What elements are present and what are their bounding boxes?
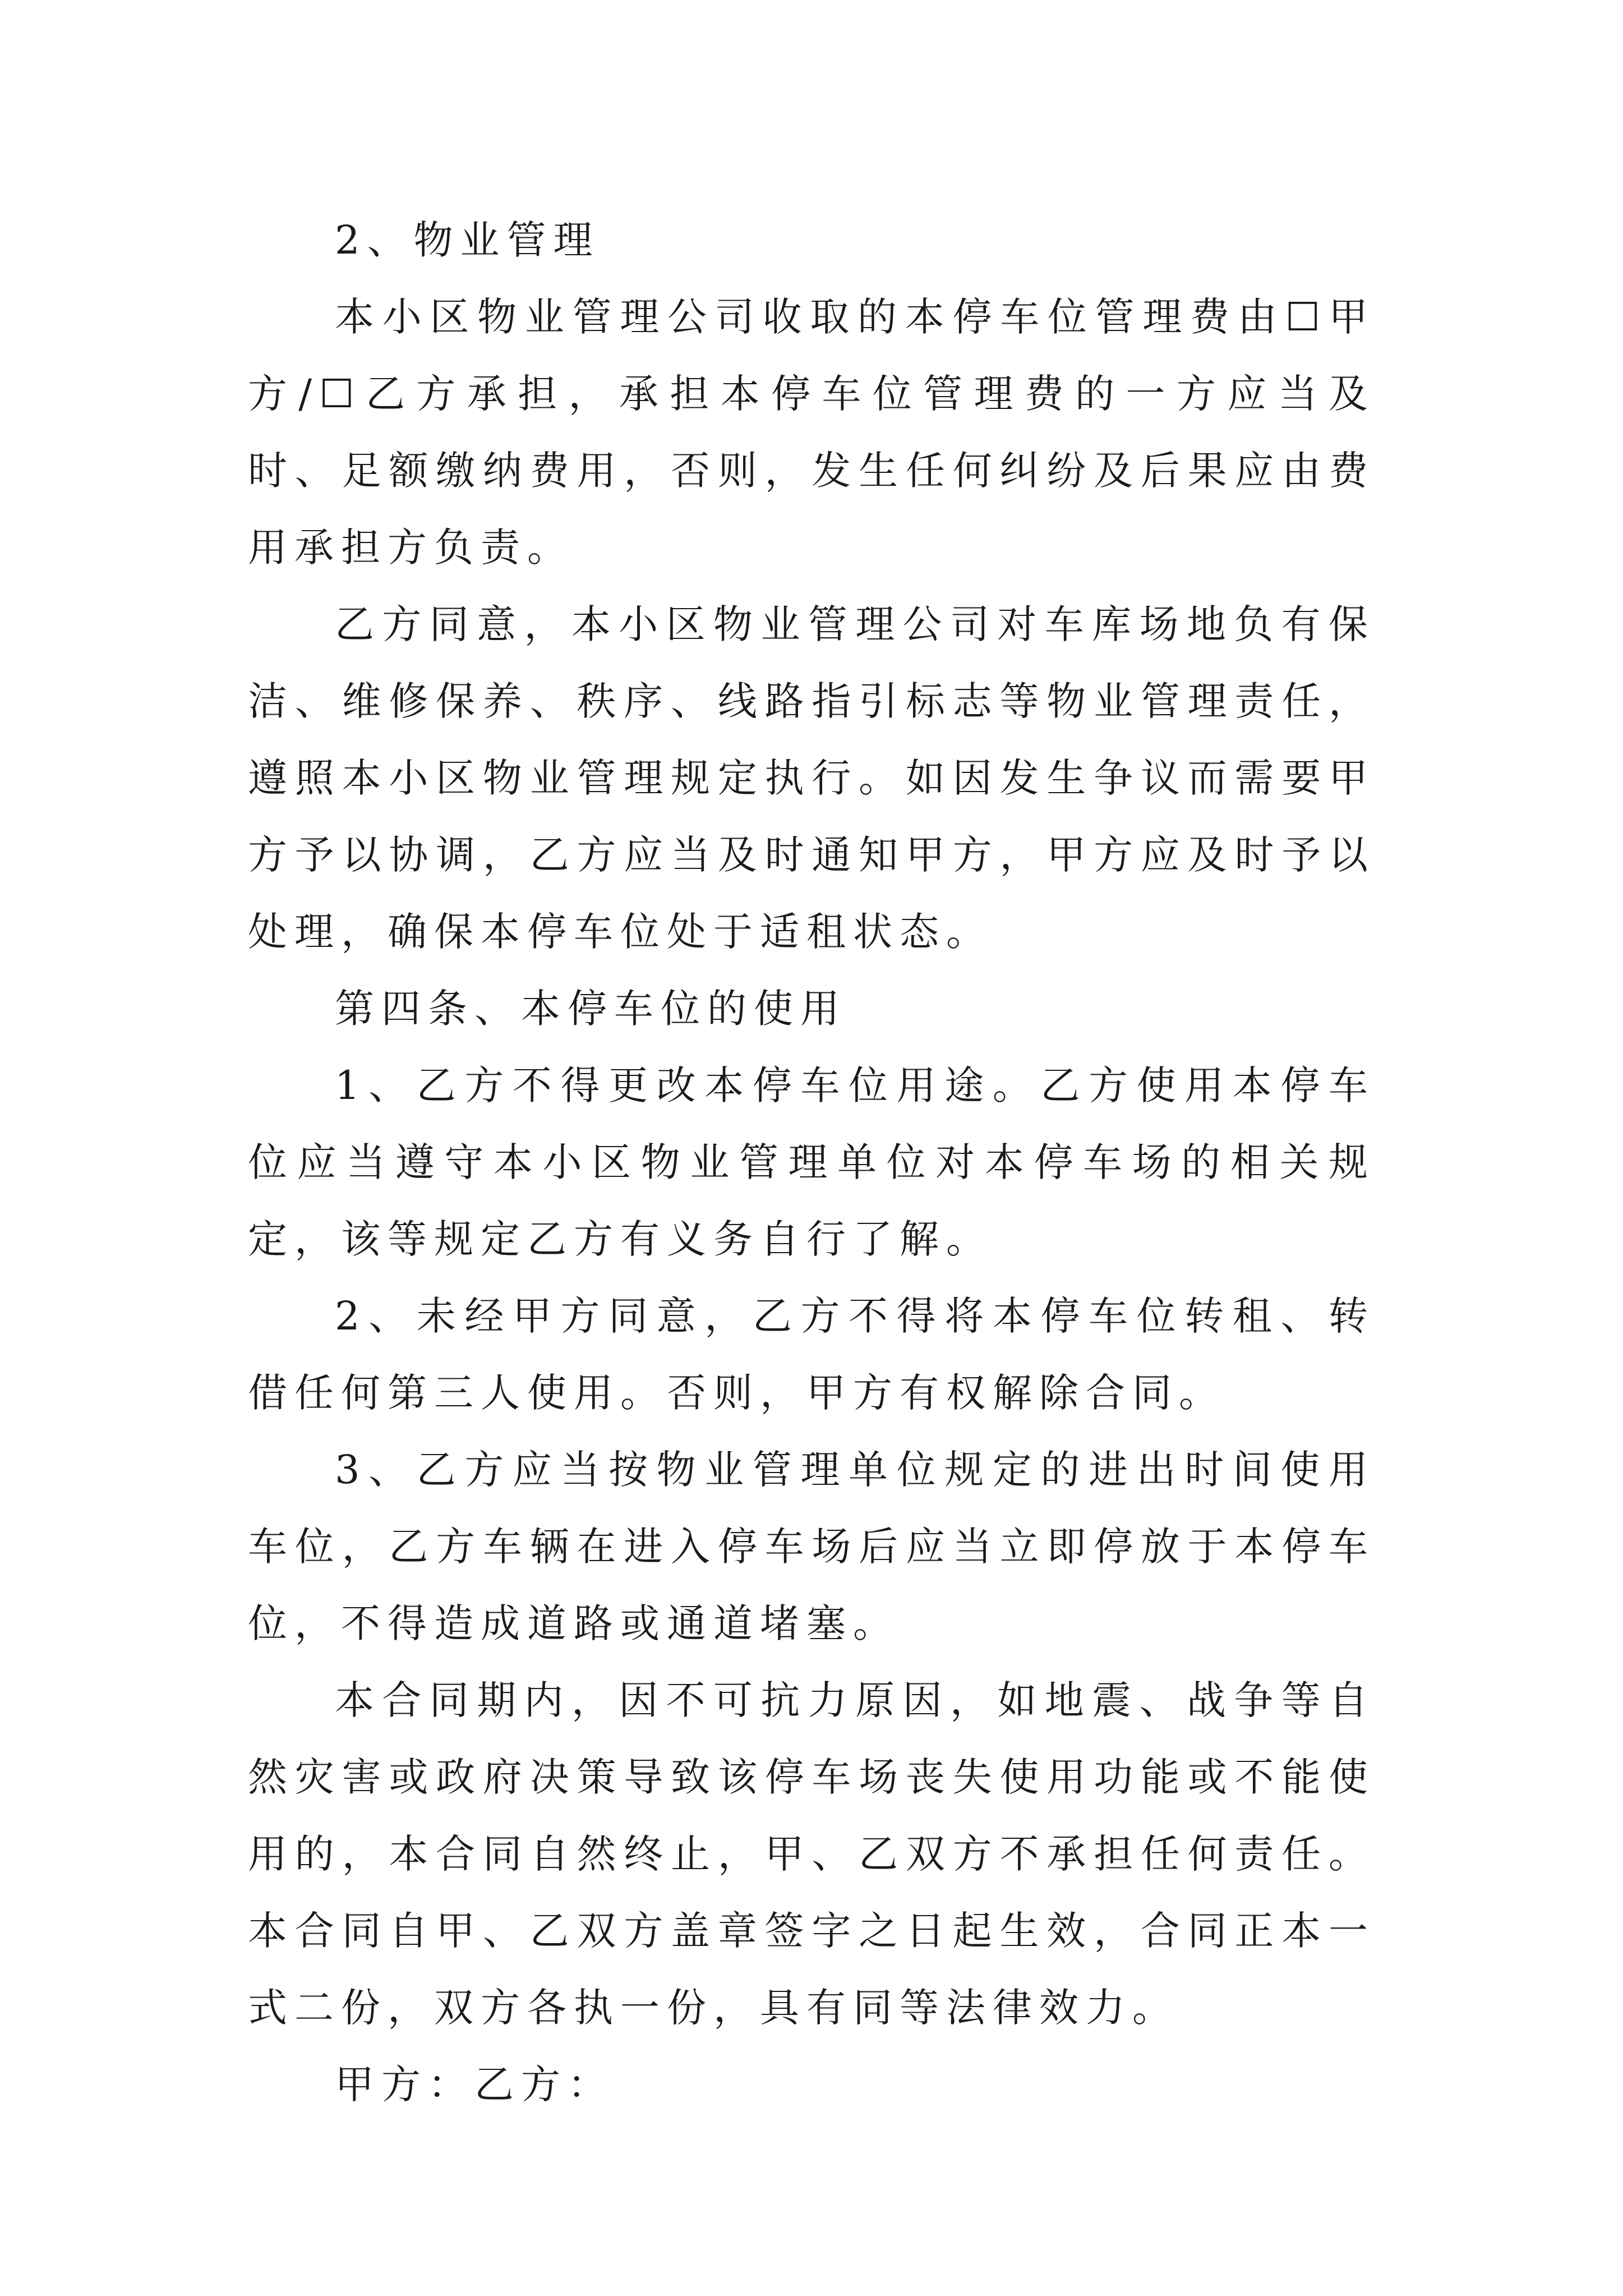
clause-1-usage: 1、乙方不得更改本停车位用途。乙方使用本停车位应当遵守本小区物业管理单位对本停车场的相关规定，该等规定乙方有义务自行了解。 <box>248 1062 1375 1262</box>
section-heading-property-management: 2、物业管理 <box>335 217 600 263</box>
paragraph-management-fee: 本小区物业管理公司收取的本停车位管理费由☐甲方/☐乙方承担，承担本停车位管理费的一方应当及时、足额缴纳费用，否则，发生任何纠纷及后果应由费用承担方负责。 <box>248 294 1375 570</box>
signature-line: 甲方：乙方： <box>335 2062 614 2108</box>
paragraph-property-responsibility: 乙方同意，本小区物业管理公司对车库场地负有保洁、维修保养、秩序、线路指引标志等物业管理责任，遵照本小区物业管理规定执行。如因发生争议而需要甲方予以协调，乙方应当及时通知甲方，甲方应及时予以处理，确保本停车位处于适租状态。 <box>248 601 1375 955</box>
document-body <box>248 202 1375 2123</box>
article-heading-usage: 第四条、本停车位的使用 <box>335 986 847 1032</box>
clause-3-access-time: 3、乙方应当按物业管理单位规定的进出时间使用车位，乙方车辆在进入停车场后应当立即停放于本停车位，不得造成道路或通道堵塞。 <box>248 1447 1375 1646</box>
paragraph-force-majeure: 本合同期内，因不可抗力原因，如地震、战争等自然灾害或政府决策导致该停车场丧失使用功能或不能使用的，本合同自然终止，甲、乙双方不承担任何责任。本合同自甲、乙双方盖章签字之日起生效，合同正本一式二份，双方各执一份，具有同等法律效力。 <box>248 1677 1375 2031</box>
clause-2-sublease: 2、未经甲方同意，乙方不得将本停车位转租、转借任何第三人使用。否则，甲方有权解除合同。 <box>248 1293 1375 1416</box>
